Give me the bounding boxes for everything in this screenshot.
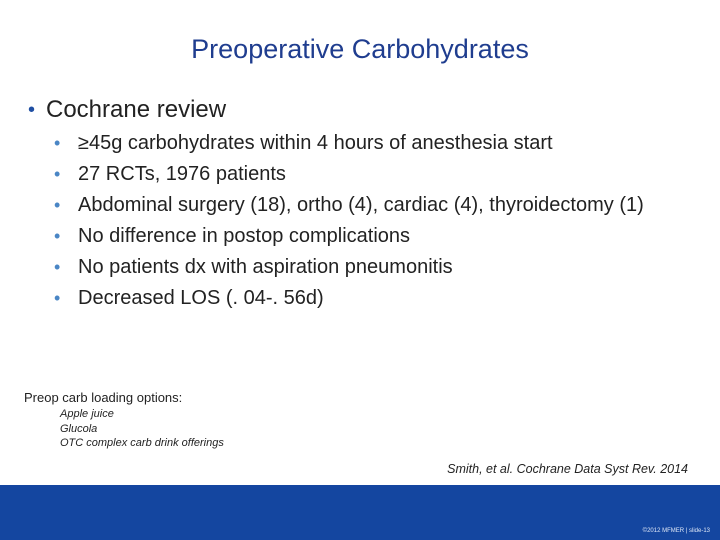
bullet-dot-icon: • [54,257,61,277]
sub-bullet-text: No difference in postop complications [78,225,411,247]
slide-title: Preoperative Carbohydrates [191,34,529,64]
note-item: OTC complex carb drink offerings [60,437,224,449]
sub-bullet-text: 27 RCTs, 1976 patients [78,163,286,185]
sub-bullet [54,161,708,187]
sub-bullet-text: Abdominal surgery (18), ortho (4), cardiac (4), thyroidectomy (1) [78,194,644,216]
main-bullet [28,96,708,124]
note-heading: Preop carb loading options: [24,390,183,405]
bullet-dot-icon: • [28,99,36,121]
sub-bullet-text: No patients dx with aspiration pneumonitis [78,256,453,278]
footer-bar [0,485,720,540]
citation: Smith, et al. Cochrane Data Syst Rev. 2014 [447,462,688,476]
main-bullet-text: Cochrane review [46,96,227,123]
bullet-dot-icon: • [54,288,61,308]
bullet-dot-icon: • [54,133,61,153]
sub-bullet-list [54,130,708,311]
bullet-dot-icon: • [54,195,61,215]
sub-bullet [54,130,708,156]
sub-bullet-text: ≥45g carbohydrates within 4 hours of anesthesia start [78,132,553,154]
sub-bullet-text: Decreased LOS (. 04-. 56d) [78,287,324,309]
note-list [60,407,224,451]
note-item: Apple juice [60,408,114,420]
sub-bullet [54,254,708,280]
note-item: Glucola [60,422,98,435]
sub-bullet [54,285,708,311]
sub-bullet [54,192,708,218]
bullet-dot-icon: • [54,226,61,246]
footer-text: ©2012 MFMER | slide-13 [642,528,710,534]
bullet-list [28,96,708,316]
bullet-dot-icon: • [54,164,61,184]
sub-bullet [54,223,708,249]
